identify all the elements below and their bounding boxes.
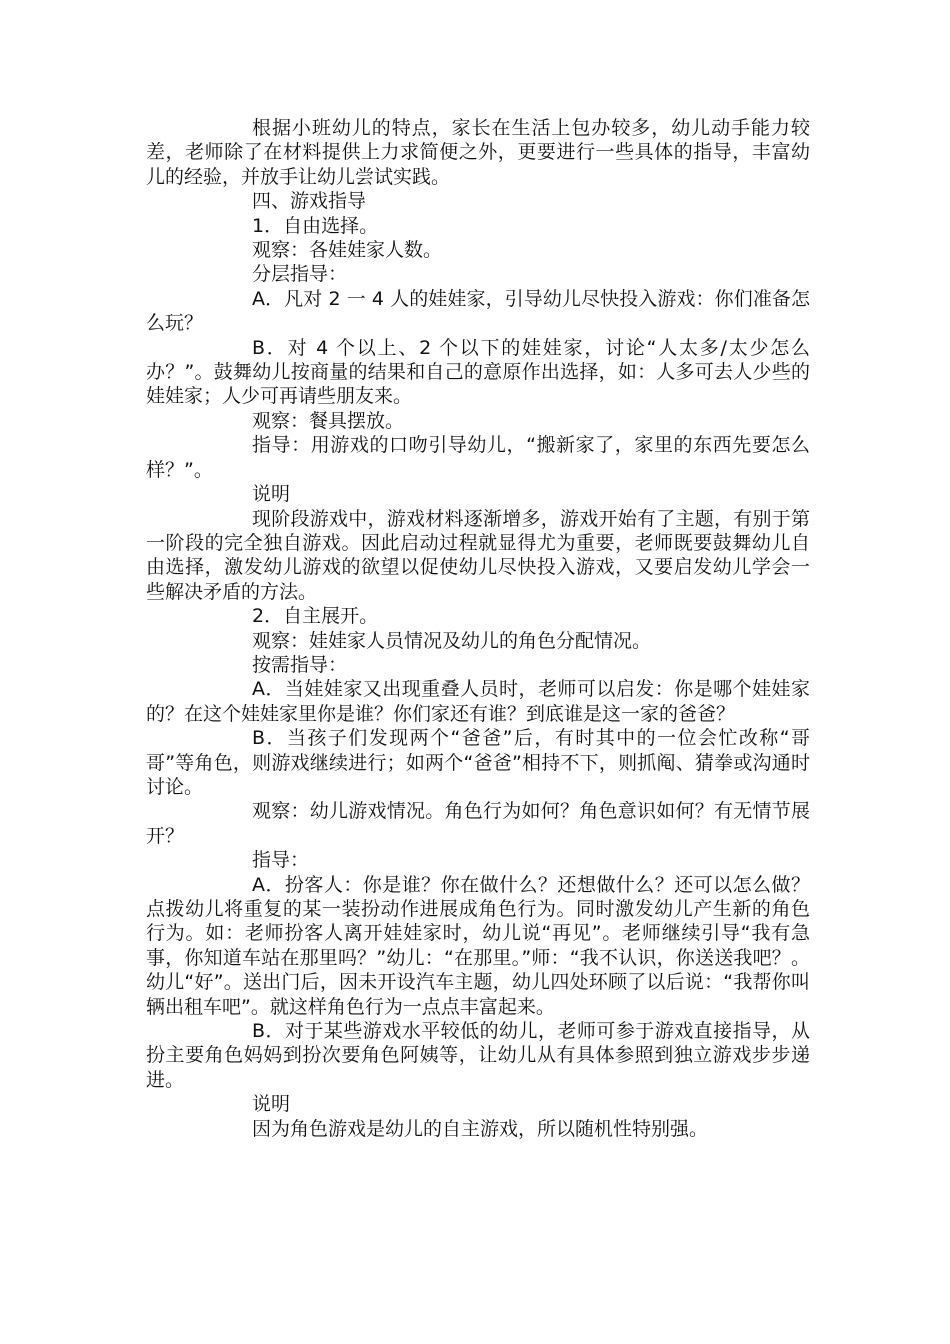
paragraph-item-b-2: B．当孩子们发现两个“爸爸”后，有时其中的一位会忙改称“哥哥”等角色，则游戏继续进行；如两个“爸爸”相持不下，则抓阄、猜拳或沟通时讨论。 (146, 727, 810, 798)
subheading-free-choice: 1．自由选择。 (252, 214, 379, 237)
paragraph-on-demand-guidance: 按需指导： (252, 653, 348, 676)
paragraph-layered-guidance: 分层指导： (252, 263, 348, 286)
paragraph-observation-4: 观察：幼儿游戏情况。角色行为如何？角色意识如何？有无情节展开？ (146, 800, 810, 847)
document-body (146, 116, 810, 1141)
paragraph-guidance-label: 指导： (252, 849, 310, 872)
paragraph-item-a-2: A．当娃娃家又出现重叠人员时，老师可以启发：你是哪个娃娃家的？在这个娃娃家里你是谁？你们家还有谁？到底谁是这一家的爸爸？ (146, 678, 810, 725)
subheading-autonomous-development: 2．自主展开。 (252, 605, 379, 628)
paragraph-note-label-2: 说明 (252, 1093, 291, 1116)
paragraph-observation-1: 观察：各娃娃家人数。 (252, 239, 443, 262)
paragraph-item-a-3: A．扮客人：你是谁？你在做什么？还想做什么？还可以怎么做？点拨幼儿将重复的某一装扮动作进展成角色行为。同时激发幼儿产生新的角色行为。如：老师扮客人离开娃娃家时，幼儿说“再见”。老师继续引导“我有急事，你知道车站在那里吗？”幼儿：“在那里。”师：“我不认识，你送送我吧？。幼儿“好”。送出门后，因未开设汽车主题，幼儿四处环顾了以后说：“我帮你叫辆出租车吧”。就这样角色行为一点点丰富起来。 (146, 873, 810, 1018)
paragraph-item-b-3: B．对于某些游戏水平较低的幼儿，老师可参于游戏直接指导，从扮主要角色妈妈到扮次要角色阿姨等，让幼儿从有具体参照到独立游戏步步递进。 (146, 1020, 810, 1091)
paragraph-note-2: 因为角色游戏是幼儿的自主游戏，所以随机性特别强。 (252, 1117, 709, 1140)
paragraph-guidance-1: 指导：用游戏的口吻引导幼儿，“搬新家了，家里的东西先要怎么样？”。 (146, 434, 810, 481)
paragraph-note-1: 现阶段游戏中，游戏材料逐渐增多，游戏开始有了主题，有别于第一阶段的完全独自游戏。因此启动过程就显得尤为重要，老师既要鼓舞幼儿自由选择，激发幼儿游戏的欲望以促使幼儿尽快投入游戏，又要启发幼儿学会一些解决矛盾的方法。 (146, 507, 810, 603)
paragraph-intro: 根据小班幼儿的特点，家长在生活上包办较多，幼儿动手能力较差，老师除了在材料提供上力求简便之外，更要进行一些具体的指导，丰富幼儿的经验，并放手让幼儿尝试实践。 (146, 117, 810, 188)
section-heading-game-guidance: 四、游戏指导 (252, 190, 367, 213)
paragraph-observation-2: 观察：餐具摆放。 (252, 409, 405, 432)
paragraph-item-a-1: A．凡对 2 一 4 人的娃娃家，引导幼儿尽快投入游戏：你们准备怎么玩？ (146, 287, 810, 335)
paragraph-note-label-1: 说明 (252, 483, 291, 506)
paragraph-observation-3: 观察：娃娃家人员情况及幼儿的角色分配情况。 (252, 629, 652, 652)
paragraph-item-b-1: B．对 4 个以上、2 个以下的娃娃家，讨论“人太多/太少怎么办？”。鼓舞幼儿按商量的结果和自己的意原作出选择，如：人多可去人少些的娃娃家；人少可再请些朋友来。 (146, 336, 810, 408)
